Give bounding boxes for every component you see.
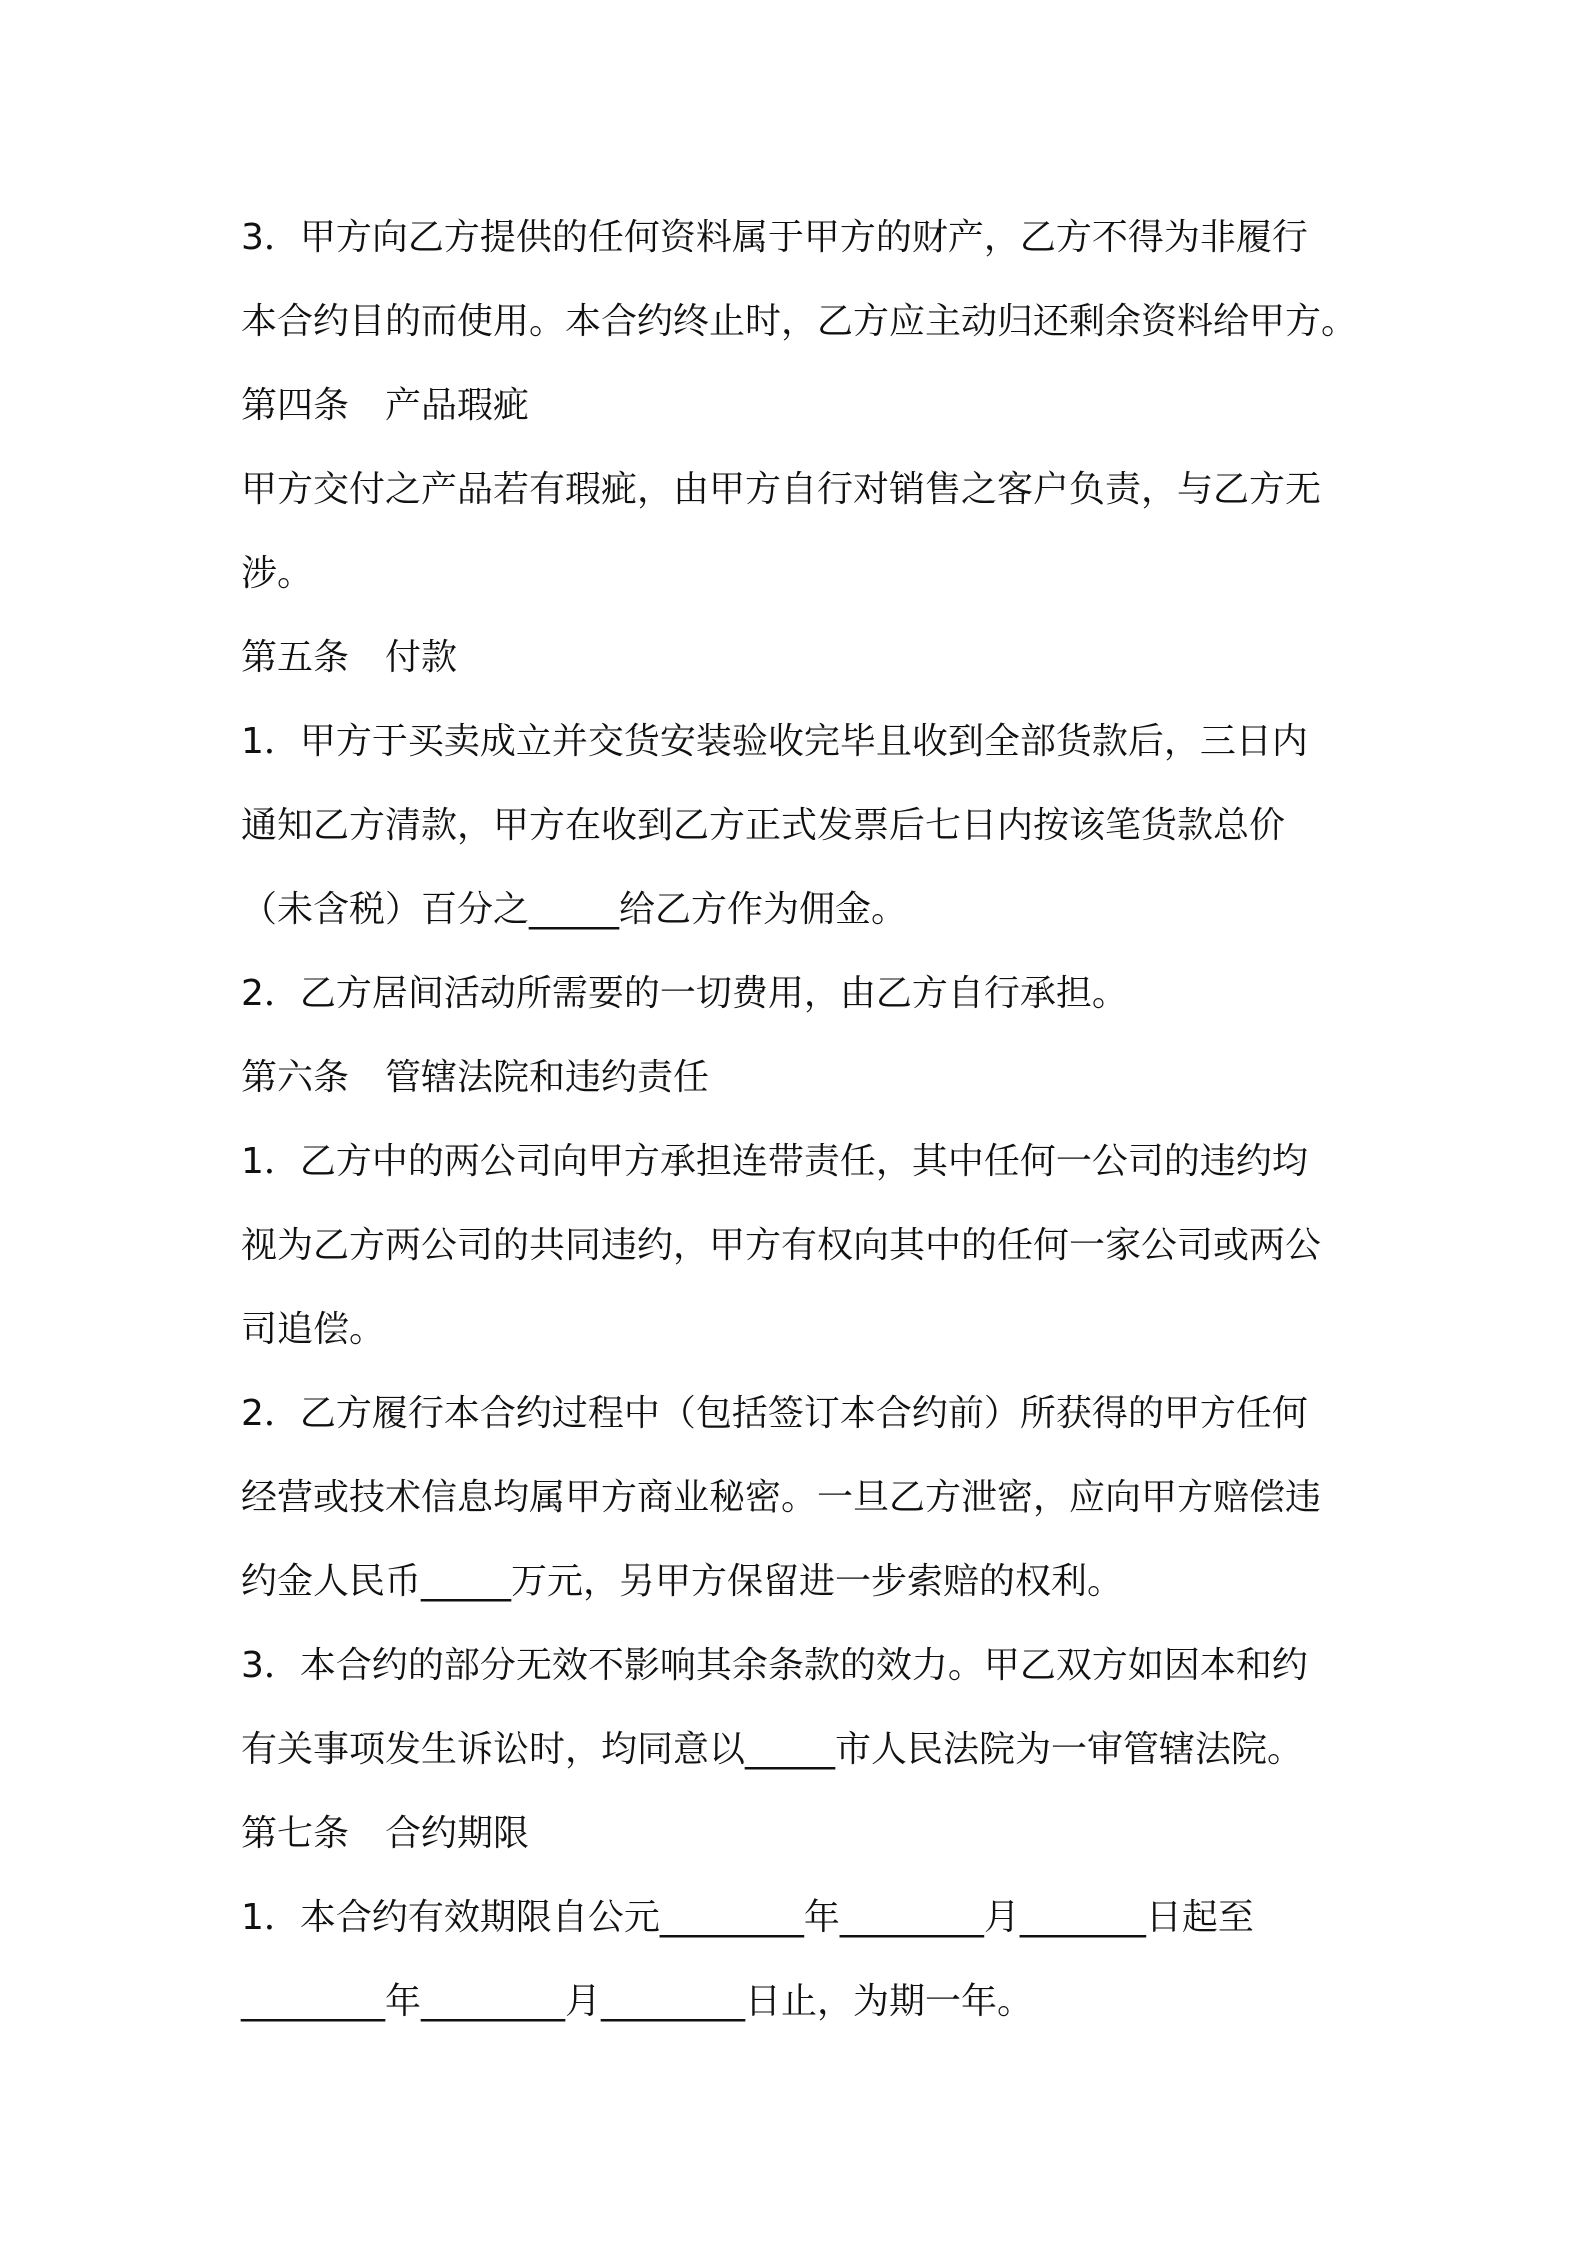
article-6-clause-1-line-2: 视为乙方两公司的共同违约，甲方有权向其中的任何一家公司或两公: [241, 1225, 1322, 1266]
clause-3-line-1: 3．甲方向乙方提供的任何资料属于甲方的财产，乙方不得为非履行: [241, 217, 1308, 258]
article-7-clause-1-line-1: 1．本合约有效期限自公元________年________月_______日起至: [241, 1897, 1254, 1938]
article-6-clause-2-line-1: 2．乙方履行本合约过程中（包括签订本合约前）所获得的甲方任何: [241, 1393, 1308, 1434]
article-6-clause-3-line-2: 有关事项发生诉讼时，均同意以_____市人民法院为一审管辖法院。: [241, 1729, 1304, 1770]
document-body: [241, 196, 1361, 2044]
article-6-heading: 第六条 管辖法院和违约责任: [241, 1057, 710, 1098]
article-5-clause-2: 2．乙方居间活动所需要的一切费用，由乙方自行承担。: [241, 973, 1128, 1014]
article-5-clause-1-line-3: （未含税）百分之_____给乙方作为佣金。: [241, 889, 908, 930]
article-7-heading: 第七条 合约期限: [241, 1813, 530, 1854]
article-5-heading: 第五条 付款: [241, 637, 458, 678]
article-5-clause-1-line-1: 1．甲方于买卖成立并交货安装验收完毕且收到全部货款后，三日内: [241, 721, 1308, 762]
article-4-line-1: 甲方交付之产品若有瑕疵，由甲方自行对销售之客户负责，与乙方无: [241, 469, 1322, 510]
article-6-clause-1-line-3: 司追偿。: [241, 1309, 386, 1350]
article-4-heading: 第四条 产品瑕疵: [241, 385, 530, 426]
article-6-clause-2-line-2: 经营或技术信息均属甲方商业秘密。一旦乙方泄密，应向甲方赔偿违: [241, 1477, 1322, 1518]
article-5-clause-1-line-2: 通知乙方清款，甲方在收到乙方正式发票后七日内按该笔货款总价: [241, 805, 1286, 846]
article-7-clause-1-line-2: ________年________月________日止，为期一年。: [241, 1981, 1034, 2022]
article-4-line-2: 涉。: [241, 553, 314, 594]
article-6-clause-3-line-1: 3．本合约的部分无效不影响其余条款的效力。甲乙双方如因本和约: [241, 1645, 1308, 1686]
article-6-clause-1-line-1: 1．乙方中的两公司向甲方承担连带责任，其中任何一公司的违约均: [241, 1141, 1308, 1182]
clause-3-line-2: 本合约目的而使用。本合约终止时，乙方应主动归还剩余资料给甲方。: [241, 301, 1358, 342]
article-6-clause-2-line-3: 约金人民币_____万元，另甲方保留进一步索赔的权利。: [241, 1561, 1124, 1602]
